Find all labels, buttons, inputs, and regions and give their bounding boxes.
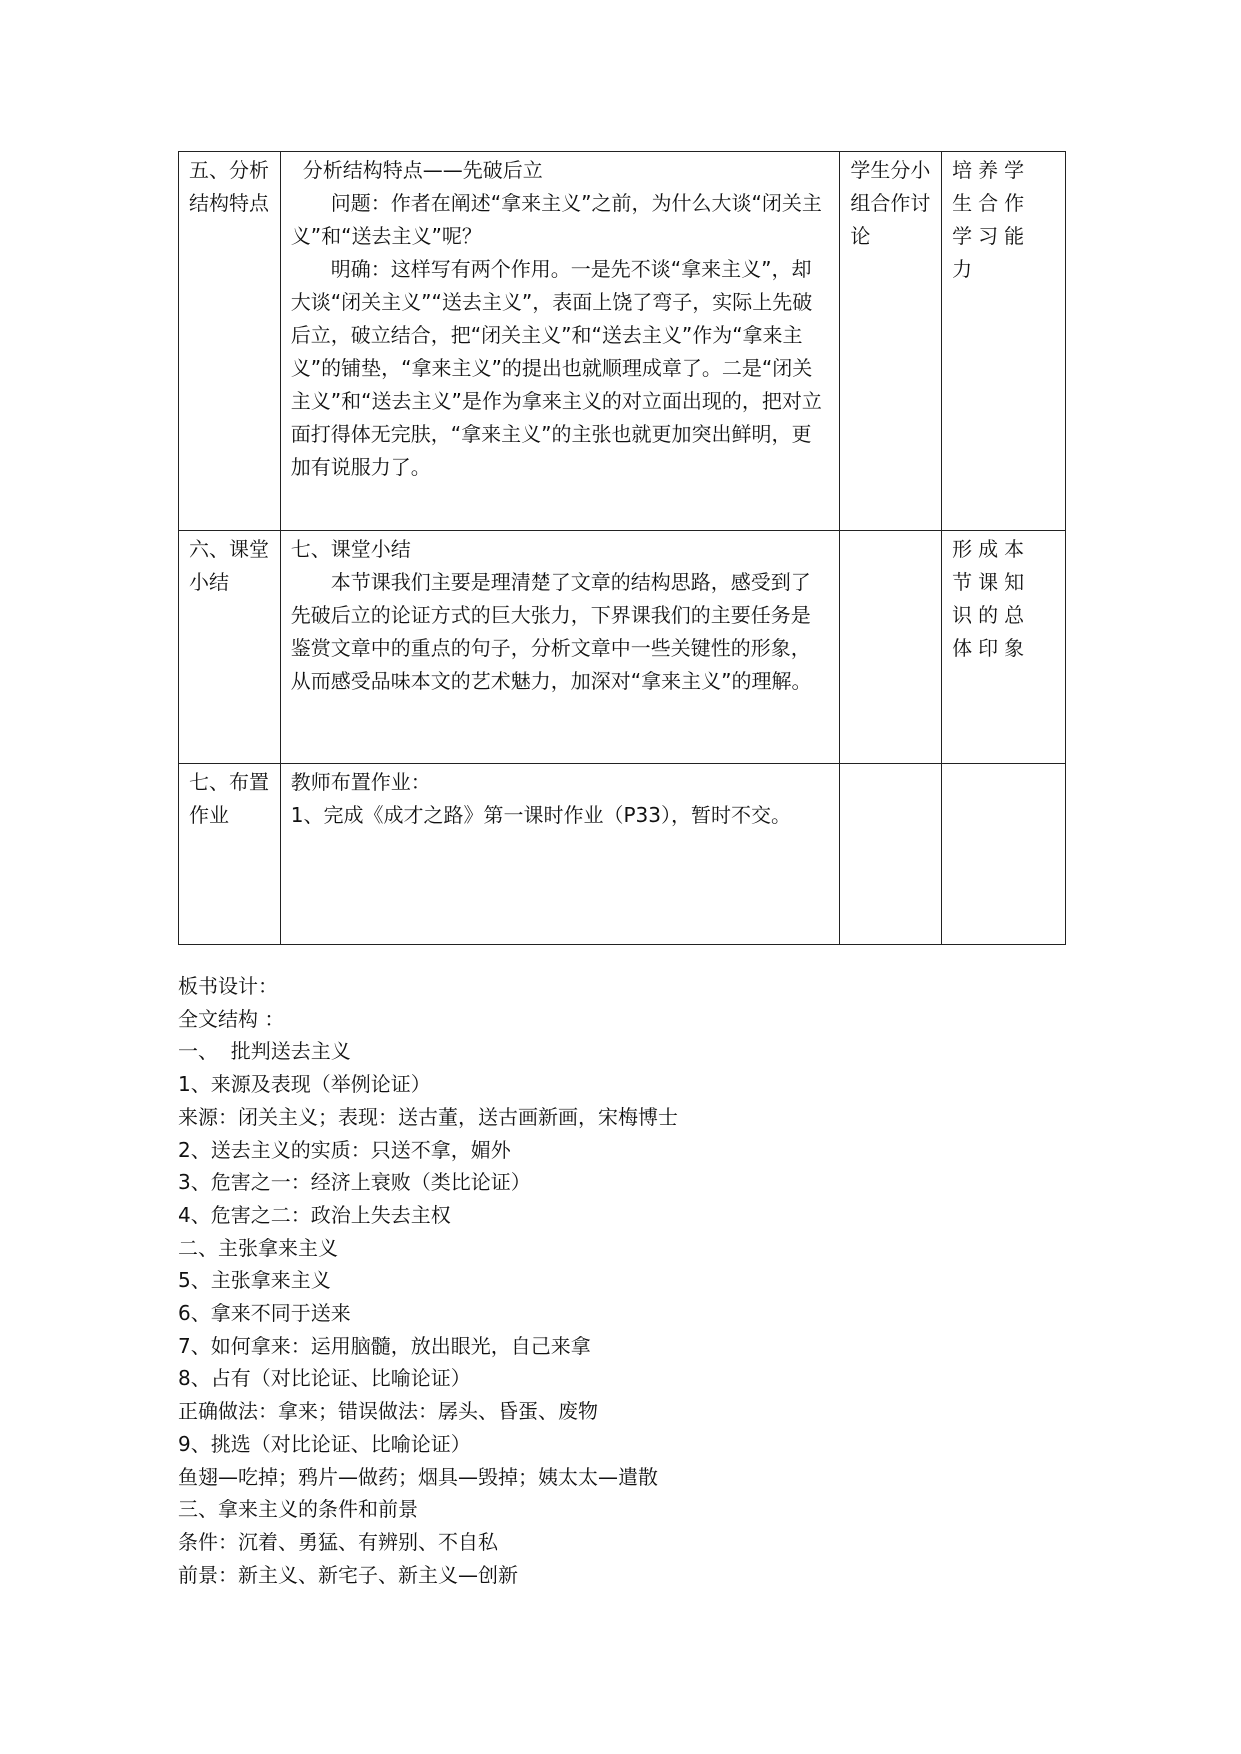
- goal-cell: 形成本节课知识的总体印象: [942, 531, 1066, 764]
- board-line: 条件：沉着、勇猛、有辨别、不自私: [178, 1529, 498, 1554]
- content-cell: [280, 531, 840, 764]
- table-row: [179, 152, 1066, 531]
- board-line: 全文结构 ：: [178, 1006, 285, 1031]
- paragraph: 问题：作者在阐述“拿来主义”之前，为什么大谈“闭关主义”和“送去主义”呢？: [290, 191, 822, 248]
- board-line: 9、挑选（对比论证、比喻论证）: [178, 1431, 471, 1456]
- board-line: 二、主张拿来主义: [178, 1235, 338, 1260]
- board-line: 正确做法：拿来；错误做法：孱头、昏蛋、废物: [178, 1399, 598, 1424]
- board-line: 板书设计：: [178, 974, 278, 998]
- board-line: 一、 批判送去主义: [178, 1039, 351, 1064]
- section-heading: 教师布置作业：: [290, 770, 431, 794]
- board-line: 8、占有（对比论证、比喻论证）: [178, 1366, 471, 1391]
- paragraph: 1、完成《成才之路》第一课时作业（P33），暂时不交。: [290, 803, 791, 827]
- paragraph: 明确：这样写有两个作用。一是先不谈“拿来主义”，却大谈“闭关主义”“送去主义”，表面上饶了弯子，实际上先破后立，破立结合，把“闭关主义”和“送去主义”作为“拿来主义”的铺垫，“拿来主义”的提出也就顺理成章了。二是“闭关主义”和“送去主义”是作为拿来主义的对立面出现的，把对立面打得体无完肤，“拿来主义”的主张也就更加突出鲜明，更加有说服力了。: [290, 257, 822, 479]
- board-line: 鱼翅—吃掉；鸦片—做药；烟具—毁掉；姨太太—遣散: [178, 1464, 658, 1489]
- board-line: 三、拿来主义的条件和前景: [178, 1497, 418, 1522]
- board-line: 来源：闭关主义；表现：送古董，送古画新画，宋梅博士: [178, 1104, 678, 1129]
- content-cell: [280, 764, 840, 945]
- student-activity-cell: [840, 531, 942, 764]
- board-line: 7、如何拿来：运用脑髓，放出眼光，自己来拿: [178, 1333, 591, 1358]
- stage-cell: 七、布置作业: [179, 764, 281, 945]
- section-heading: 分析结构特点——先破后立: [302, 158, 543, 182]
- board-line: 6、拿来不同于送来: [178, 1301, 351, 1326]
- paragraph: 本节课我们主要是理清楚了文章的结构思路，感受到了先破后立的论证方式的巨大张力，下界课我们的主要任务是鉴赏文章中的重点的句子，分析文章中一些关键性的形象，从而感受品味本文的艺术魅力，加深对“拿来主义”的理解。: [290, 570, 812, 693]
- lesson-plan-table: [178, 151, 1066, 945]
- board-line: 3、危害之一：经济上衰败（类比论证）: [178, 1170, 531, 1195]
- content-cell: [280, 152, 840, 531]
- section-heading: 七、课堂小结: [290, 537, 411, 561]
- table-row: [179, 764, 1066, 945]
- board-line: 2、送去主义的实质：只送不拿，媚外: [178, 1137, 511, 1162]
- student-activity-cell: 学生分小组合作讨论: [840, 152, 942, 531]
- board-line: 4、危害之二：政治上失去主权: [178, 1202, 451, 1227]
- board-line: 5、主张拿来主义: [178, 1268, 331, 1293]
- goal-cell: [942, 764, 1066, 945]
- board-design: [178, 970, 1078, 1591]
- table-row: [179, 531, 1066, 764]
- stage-cell: 六、课堂小结: [179, 531, 281, 764]
- stage-cell: 五、分析结构特点: [179, 152, 281, 531]
- board-line: 前景：新主义、新宅子、新主义—创新: [178, 1562, 518, 1587]
- goal-cell: 培养学生合作学习能力: [942, 152, 1066, 531]
- student-activity-cell: [840, 764, 942, 945]
- board-line: 1、来源及表现（举例论证）: [178, 1072, 431, 1097]
